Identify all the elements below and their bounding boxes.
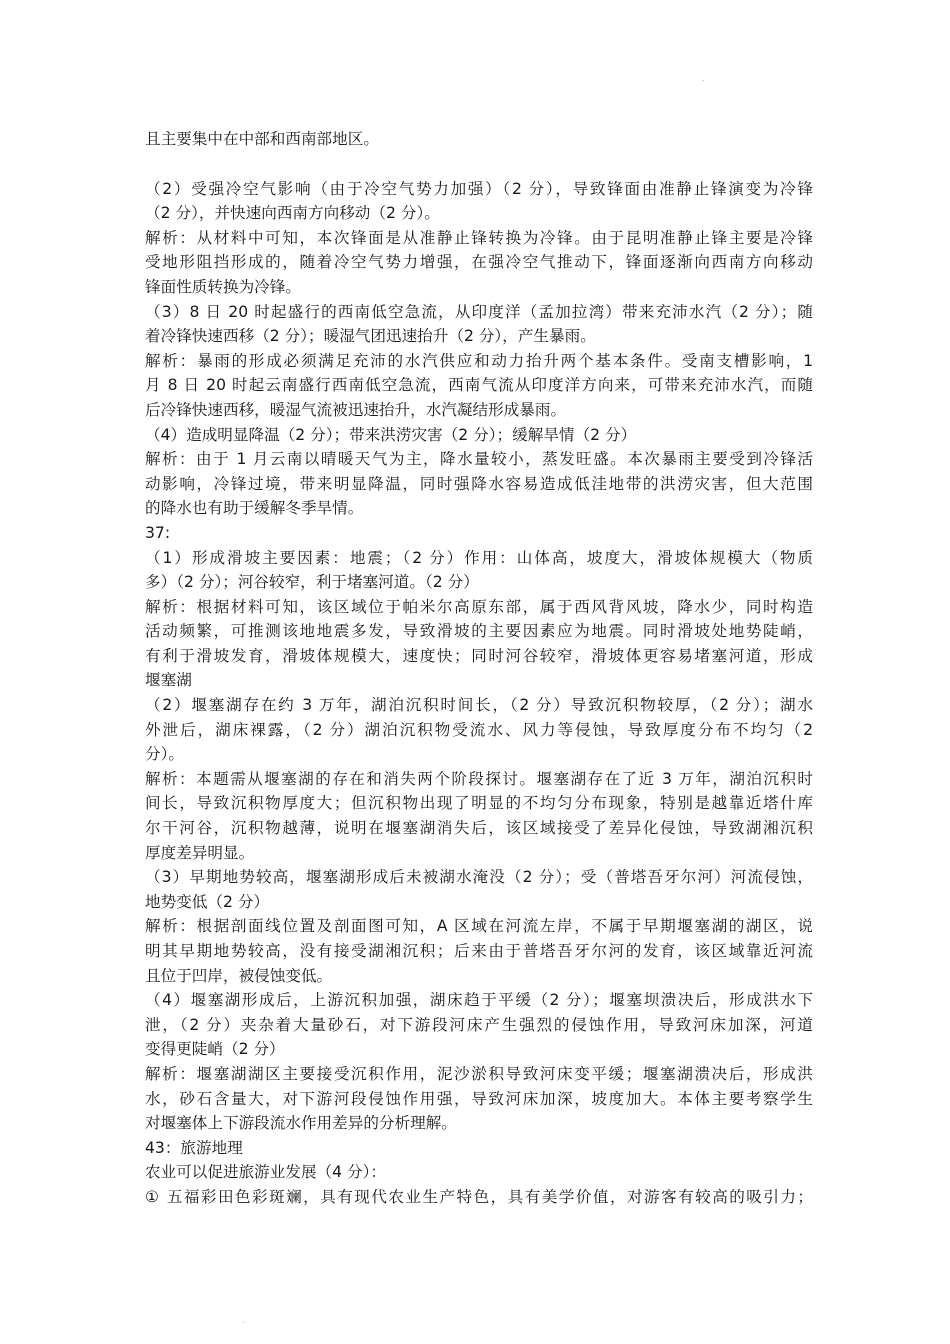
text-line: 分）。 <box>145 745 184 764</box>
text-line: （4）造成明显降温（2 分）；带来洪涝灾害（2 分）；缓解旱情（2 分） <box>145 425 637 444</box>
text-line: （2）受强冷空气影响（由于冷空气势力加强）（2 分），导致锋面由准静止锋演变为冷锋 <box>145 179 813 198</box>
text-line: 农业可以促进旅游业发展（4 分）： <box>145 1163 386 1182</box>
text-line: ① 五福彩田色彩斑斓，具有现代农业生产特色，具有美学价值，对游客有较高的吸引力； <box>145 1187 813 1206</box>
text-line: 变得更陡峭（2 分） <box>145 1040 285 1059</box>
text-line: 解析：由于 1 月云南以晴暖天气为主，降水量较小，蒸发旺盛。本次暴雨主要受到冷锋活 <box>145 450 813 469</box>
text-line: 解析：根据剖面线位置及剖面图可知，A 区域在河流左岸，不属于早期堰塞湖的湖区，说 <box>145 917 813 936</box>
text-line: 地势变低（2 分） <box>145 892 270 911</box>
text-line: 外泄后，湖床裸露，（2 分）湖泊沉积物受流水、风力等侵蚀，导致厚度分布不均匀（2 <box>145 720 813 739</box>
text-line: 解析：根据材料可知，该区域位于帕米尔高原东部，属于西风背风坡，降水少，同时构造 <box>145 597 813 616</box>
text-line: 解析：本题需从堰塞湖的存在和消失两个阶段探讨。堰塞湖存在了近 3 万年，湖泊沉积时 <box>145 769 813 788</box>
text-line: 动影响，冷锋过境，带来明显降温，同时强降水容易造成低洼地带的洪涝灾害，但大范围 <box>145 474 813 493</box>
text-line: 的降水也有助于缓解冬季旱情。 <box>145 499 364 518</box>
text-line: 锋面性质转换为冷锋。 <box>145 277 301 296</box>
text-line: 厚度差异明显。 <box>145 843 255 862</box>
text-line: （3）8 日 20 时起盛行的西南低空急流，从印度洋（孟加拉湾）带来充沛水汽（2 分）；随 <box>145 302 813 321</box>
text-line: 对堰塞体上下游段流水作用差异的分析理解。 <box>145 1114 457 1133</box>
question-number: 43：旅游地理 <box>145 1138 243 1157</box>
text-line: 且位于凹岸，被侵蚀变低。 <box>145 966 333 985</box>
text-line: 尔干河谷，沉积物越薄，说明在堰塞湖消失后，该区域接受了差异化侵蚀，导致湖湘沉积 <box>145 819 813 838</box>
header-dot: . <box>702 74 705 83</box>
text-line: 多）（2 分）；河谷较窄，利于堵塞河道。（2 分） <box>145 573 479 592</box>
text-line: 解析：暴雨的形成必须满足充沛的水汽供应和动力抬升两个基本条件。受南支槽影响，1 <box>145 351 813 370</box>
text-line: 明其早期地势较高，没有接受湖湘沉积；后来由于普塔吾牙尔河的发育，该区域靠近河流 <box>145 942 813 960</box>
text-line: 解析：堰塞湖湖区主要接受沉积作用，泥沙淤积导致河床变平缓；堰塞湖溃决后，形成洪 <box>145 1064 813 1083</box>
text-line: 解析：从材料中可知，本次锋面是从准静止锋转换为冷锋。由于昆明准静止锋主要是冷锋 <box>145 228 813 247</box>
answer-text <box>145 127 813 1210</box>
text-line: 月 8 日 20 时起云南盛行西南低空急流，西南气流从印度洋方向来，可带来充沛水汽，而随 <box>145 376 813 395</box>
text-line: （4）堰塞湖形成后，上游沉积加强，湖床趋于平缓（2 分）；堰塞坝溃决后，形成洪水下 <box>145 991 813 1010</box>
text-line: 活动频繁，可推测该地地震多发，导致滑坡的主要因素应为地震。同时滑坡处地势陡峭， <box>145 622 813 641</box>
text-line: （3）早期地势较高，堰塞湖形成后未被湖水淹没（2 分）；受（普塔吾牙尔河）河流侵蚀， <box>145 868 813 887</box>
text-line: 堰塞湖 <box>145 671 192 690</box>
question-number: 37: <box>145 523 171 542</box>
text-line: （2）堰塞湖存在约 3 万年，湖泊沉积时间长，（2 分）导致沉积物较厚，（2 分）；湖水 <box>145 696 813 715</box>
text-line: 有利于滑坡发育，滑坡体规模大，速度快；同时河谷较窄，滑坡体更容易堵塞河道，形成 <box>145 646 813 665</box>
text-line: 水，砂石含量大，对下游河段侵蚀作用强，导致河床加深，坡度加大。本体主要考察学生 <box>145 1089 813 1108</box>
text-line: 后冷锋快速西移，暖湿气流被迅速抬升，水汽凝结形成暴雨。 <box>145 400 567 419</box>
text-line: 间长，导致沉积物厚度大；但沉积物出现了明显的不均匀分布现象，特别是越靠近塔什库 <box>145 794 813 813</box>
footer-dot: . <box>242 1316 245 1325</box>
text-line: 泄，（2 分）夹杂着大量砂石，对下游段河床产生强烈的侵蚀作用，导致河床加深，河道 <box>145 1015 813 1034</box>
text-line: 且主要集中在中部和西南部地区。 <box>145 130 379 148</box>
text-line: 受地形阻挡形成的，随着冷空气势力增强，在强冷空气推动下，锋面逐渐向西南方向移动 <box>145 253 813 272</box>
text-line: （1）形成滑坡主要因素：地震；（2 分）作用：山体高，坡度大，滑坡体规模大（物质 <box>145 548 813 567</box>
text-line: （2 分），并快速向西南方向移动（2 分）。 <box>145 204 440 223</box>
text-line: 着冷锋快速西移（2 分）；暖湿气团迅速抬升（2 分），产生暴雨。 <box>145 327 596 346</box>
